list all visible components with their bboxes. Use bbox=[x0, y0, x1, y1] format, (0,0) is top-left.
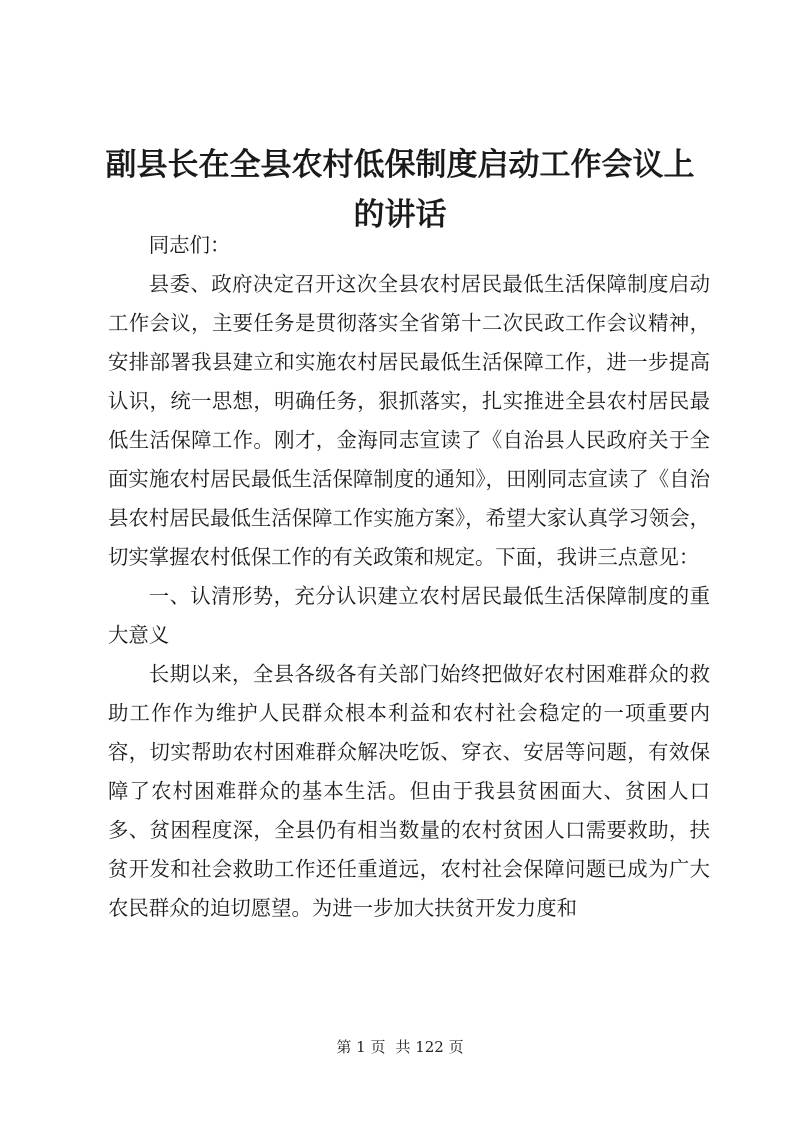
document-title: 副县长在全县农村低保制度启动工作会议上的讲话 bbox=[105, 147, 695, 233]
paragraph: 长期以来，全县各级各有关部门始终把做好农村困难群众的救助工作作为维护人民群众根本利益和农村社会稳定的一项重要内容，切实帮助农村困难群众解决吃饭、穿衣、安居等问题，有效保障了农村困难群众的基本生活。但由于我县贫困面大、贫困人口多、贫困程度深，全县仍有相当数量的农村贫困人口需要救助，扶贫开发和社会救助工作还任重道远，农村社会保障问题已成为广大农民群众的迫切愿望。为进一步加大扶贫开发力度和 bbox=[108, 662, 710, 920]
page-number: 第 1 页 bbox=[336, 1038, 386, 1056]
page-footer bbox=[0, 1037, 800, 1057]
salutation: 同志们： bbox=[148, 233, 231, 257]
section-heading: 一、认清形势，充分认识建立农村居民最低生活保障制度的重大意义 bbox=[108, 584, 710, 647]
document-body bbox=[108, 226, 710, 928]
paragraph: 县委、政府决定召开这次全县农村居民最低生活保障制度启动工作会议，主要任务是贯彻落实全省第十二次民政工作会议精神，安排部署我县建立和实施农村居民最低生活保障工作，进一步提高认识，统一思想，明确任务，狠抓落实，扎实推进全县农村居民最低生活保障工作。刚才，金海同志宣读了《自治县人民政府关于全面实施农村居民最低生活保障制度的通知》，田刚同志宣读了《自治县农村居民最低生活保障工作实施方案》，希望大家认真学习领会，切实掌握农村低保工作的有关政策和规定。下面，我讲三点意见： bbox=[108, 272, 710, 569]
page-total: 共 122 页 bbox=[395, 1038, 464, 1056]
